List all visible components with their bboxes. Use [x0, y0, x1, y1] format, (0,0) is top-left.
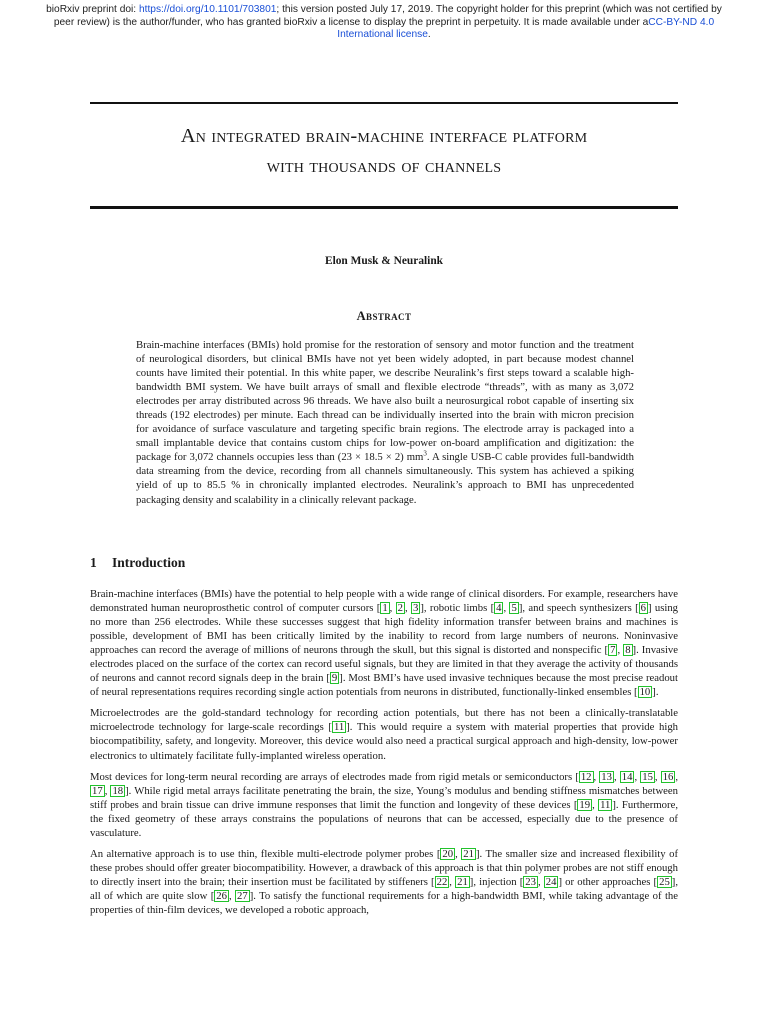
citation-link[interactable]: 9 — [331, 672, 338, 685]
title-bottom-rule — [90, 206, 678, 209]
paragraph-text: ] or other approaches [ — [558, 875, 658, 888]
citation-link[interactable]: 11 — [333, 721, 345, 734]
title-top-rule — [90, 102, 678, 104]
paragraph-text: , — [449, 875, 456, 888]
citation-link[interactable]: 16 — [662, 770, 674, 783]
citation-link[interactable]: 22 — [436, 875, 448, 888]
citation-link[interactable]: 15 — [642, 770, 653, 783]
paragraph-text: ], all of which are quite slow [ — [90, 875, 679, 902]
title-line-1: An integrated brain-machine interface platform — [180, 125, 588, 147]
paragraph-text: , — [592, 798, 599, 811]
paragraph-text: , — [104, 784, 111, 797]
citation-link[interactable]: 6 — [640, 602, 646, 615]
citation-link[interactable]: 20 — [442, 847, 454, 860]
paragraph-text: , — [503, 602, 510, 615]
abstract-heading: Abstract — [356, 309, 412, 323]
citation-link[interactable]: 4 — [496, 602, 502, 615]
abstract-text: Brain-machine interfaces (BMIs) hold promise for the restoration of sensory and motor function and the treatment of neurological disorders, but clinical BMIs have not yet been widely adopted, in part because modest channel counts have limited their potential. In this white paper, we describe Neuralink’s first steps toward a scalable high-bandwidth BMI system. We have built arrays of small and flexible electrode “threads”, with as many as 3,072 electrodes per array distributed across 96 threads. We have also built a neurosurgical robot capable of inserting six threads (192 electrodes) per minute. Each thread can be individually inserted into the brain with micron precision for avoidance of surface vasculature and targeting specific brain regions. The electrode array is packaged into a small implantable device that contains custom chips for low-power on-board amplification and digitization: the package for 3,072 channels occupies less than (23 × 18.5 × 2) $mm^3$. A single USB-C cable provides full-bandwidth data streaming from the device, recording from all channels simultaneously. This system has achieved a spiking yield of up to 85.5 % in chronically implanted electrodes. Neuralink’s approach to BMI has unprecedented packaging density and scalability in a clinically relevant package. — [136, 339, 634, 506]
paragraph-text: , — [675, 770, 679, 783]
paragraph-text: Brain-machine interfaces (BMIs) have the potential to help people with a wide range of clinical disorders. For example, researchers have demonstrated human neuroprosthetic control of computer cursors [ — [90, 588, 678, 615]
paragraph-text: ]. The smaller size and increased flexibility of these probes should offer greater biocompatibility. However, a drawback of this approach is that thin polymer probes are not stiff enough to directly insert into the brain; their insertion must be facilitated by stiffeners [ — [90, 847, 679, 888]
paragraph-text: , — [593, 770, 600, 783]
citation-link[interactable]: 23 — [525, 875, 536, 888]
paragraph-text: Microelectrodes are the gold-standard technology for recording action potentials, but there has not been a clinically-translatable microelectrode technology for large-scale recordings [ — [90, 707, 678, 734]
citation-link[interactable]: 1 — [382, 602, 388, 615]
citation-link[interactable]: 8 — [625, 644, 631, 657]
section-title: Introduction — [112, 555, 186, 570]
paragraph-text: ]. To satisfy the functional requirements for a high-bandwidth BMI, while taking advantage of the properties of thin-film devices, we developed a robotic approach, — [90, 889, 679, 916]
paragraph — [90, 706, 678, 762]
paragraph-text: ]. Invasive electrodes placed on the surface of the cortex can record useful signals, but they are limited in that they average the activity of thousands of neurons and cannot record signals deep in the brain [ — [90, 644, 679, 685]
citation-link[interactable]: 24 — [545, 875, 557, 888]
paragraph-text: ]. This would require a system with material properties that provide high biocompatibility, safety, and longevity. Moreover, this device would also need a practical surgical approach and high-density, low-power electronics to ultimately facilitate fully-implanted wireless operation. — [90, 721, 679, 762]
paragraph-text: ], and speech synthesizers [ — [518, 602, 639, 615]
citation-link[interactable]: 19 — [579, 798, 591, 811]
citation-link[interactable]: 5 — [511, 602, 517, 615]
citation-link[interactable]: 17 — [92, 784, 103, 797]
paragraph-text: ] using no more than 256 electrodes. While these successes suggest that high fidelity information transfer between brains and machines is possible, development of BMI has been critically limited by the inability to record from large numbers of neurons. Noninvasive approaches can record the average of millions of neurons through the skull, but this signal is distorted and nonspecific [ — [90, 602, 679, 657]
paragraph-text: ]. While rigid metal arrays facilitate penetrating the brain, the size, Young’s modulus and bending stiffness mismatches between stiff probes and brain tissue can drive immune responses that limit the function and longevity of these devices [ — [90, 784, 679, 811]
paragraph-text: An alternative approach is to use thin, flexible multi-electrode polymer probes [ — [90, 847, 441, 860]
paragraph-text: Most devices for long-term neural recording are arrays of electrodes made from rigid metals or semiconductors [ — [90, 770, 579, 783]
paragraph-text: ], robotic limbs [ — [420, 602, 495, 615]
paragraph-text: ]. Furthermore, the fixed geometry of these arrays constrains the populations of neurons that can be accessed, especially due to the presence of vasculature. — [90, 798, 678, 839]
paragraph-text: , — [228, 889, 236, 902]
section-heading — [90, 555, 185, 571]
paragraph — [90, 770, 678, 840]
paragraph — [90, 587, 678, 699]
citation-link[interactable]: 25 — [659, 875, 670, 888]
citation-link[interactable]: 12 — [580, 770, 592, 783]
citation-link[interactable]: 18 — [112, 784, 124, 797]
paragraph-text: , — [405, 602, 412, 615]
paper-title — [70, 121, 698, 181]
paragraph-text: , — [537, 875, 544, 888]
paragraph — [90, 847, 678, 917]
paragraph-text: ]. Most BMI’s have used invasive techniques because the most precise readout of neural representations requires recording single action potentials from neurons in distributed, functionally-linked ensembles [ — [90, 672, 678, 699]
paragraph-text: , — [389, 602, 396, 615]
citation-link[interactable]: 11 — [600, 798, 611, 811]
citation-link[interactable]: 3 — [413, 602, 419, 615]
preprint-banner: bioRxiv preprint doi: https://doi.org/10.1101/703801; this version posted July 17, 2019. The copyright holder for this preprint (which was not certified by peer review) is the author/funder, who has granted bioRxiv a license to display the preprint in perpetuity. It is made available under aCC-BY-ND 4.0 International license. — [46, 4, 722, 40]
license-link[interactable]: CC-BY-ND 4.0 International license — [337, 16, 715, 40]
paragraph-text: ]. — [652, 686, 659, 699]
citation-link[interactable]: 10 — [639, 686, 651, 699]
author-line: Elon Musk & Neuralink — [324, 255, 444, 267]
doi-link[interactable]: https://doi.org/10.1101/703801 — [138, 4, 277, 15]
introduction-body — [90, 587, 678, 924]
citation-link[interactable]: 13 — [601, 770, 612, 783]
citation-link[interactable]: 21 — [457, 875, 468, 888]
paragraph-text: ], injection [ — [469, 875, 524, 888]
citation-link[interactable]: 21 — [463, 847, 474, 860]
paragraph-text: , — [455, 847, 462, 860]
paragraph-text: , — [634, 770, 641, 783]
citation-link[interactable]: 2 — [397, 602, 404, 615]
paragraph-text: , — [613, 770, 620, 783]
section-number: 1 — [90, 555, 97, 570]
paragraph-text: , — [654, 770, 661, 783]
title-line-2: with thousands of channels — [266, 155, 502, 177]
citation-link[interactable]: 26 — [216, 889, 227, 902]
citation-link[interactable]: 7 — [610, 644, 616, 657]
citation-link[interactable]: 27 — [237, 889, 248, 902]
paragraph-text: , — [617, 644, 624, 657]
citation-link[interactable]: 14 — [621, 770, 633, 783]
